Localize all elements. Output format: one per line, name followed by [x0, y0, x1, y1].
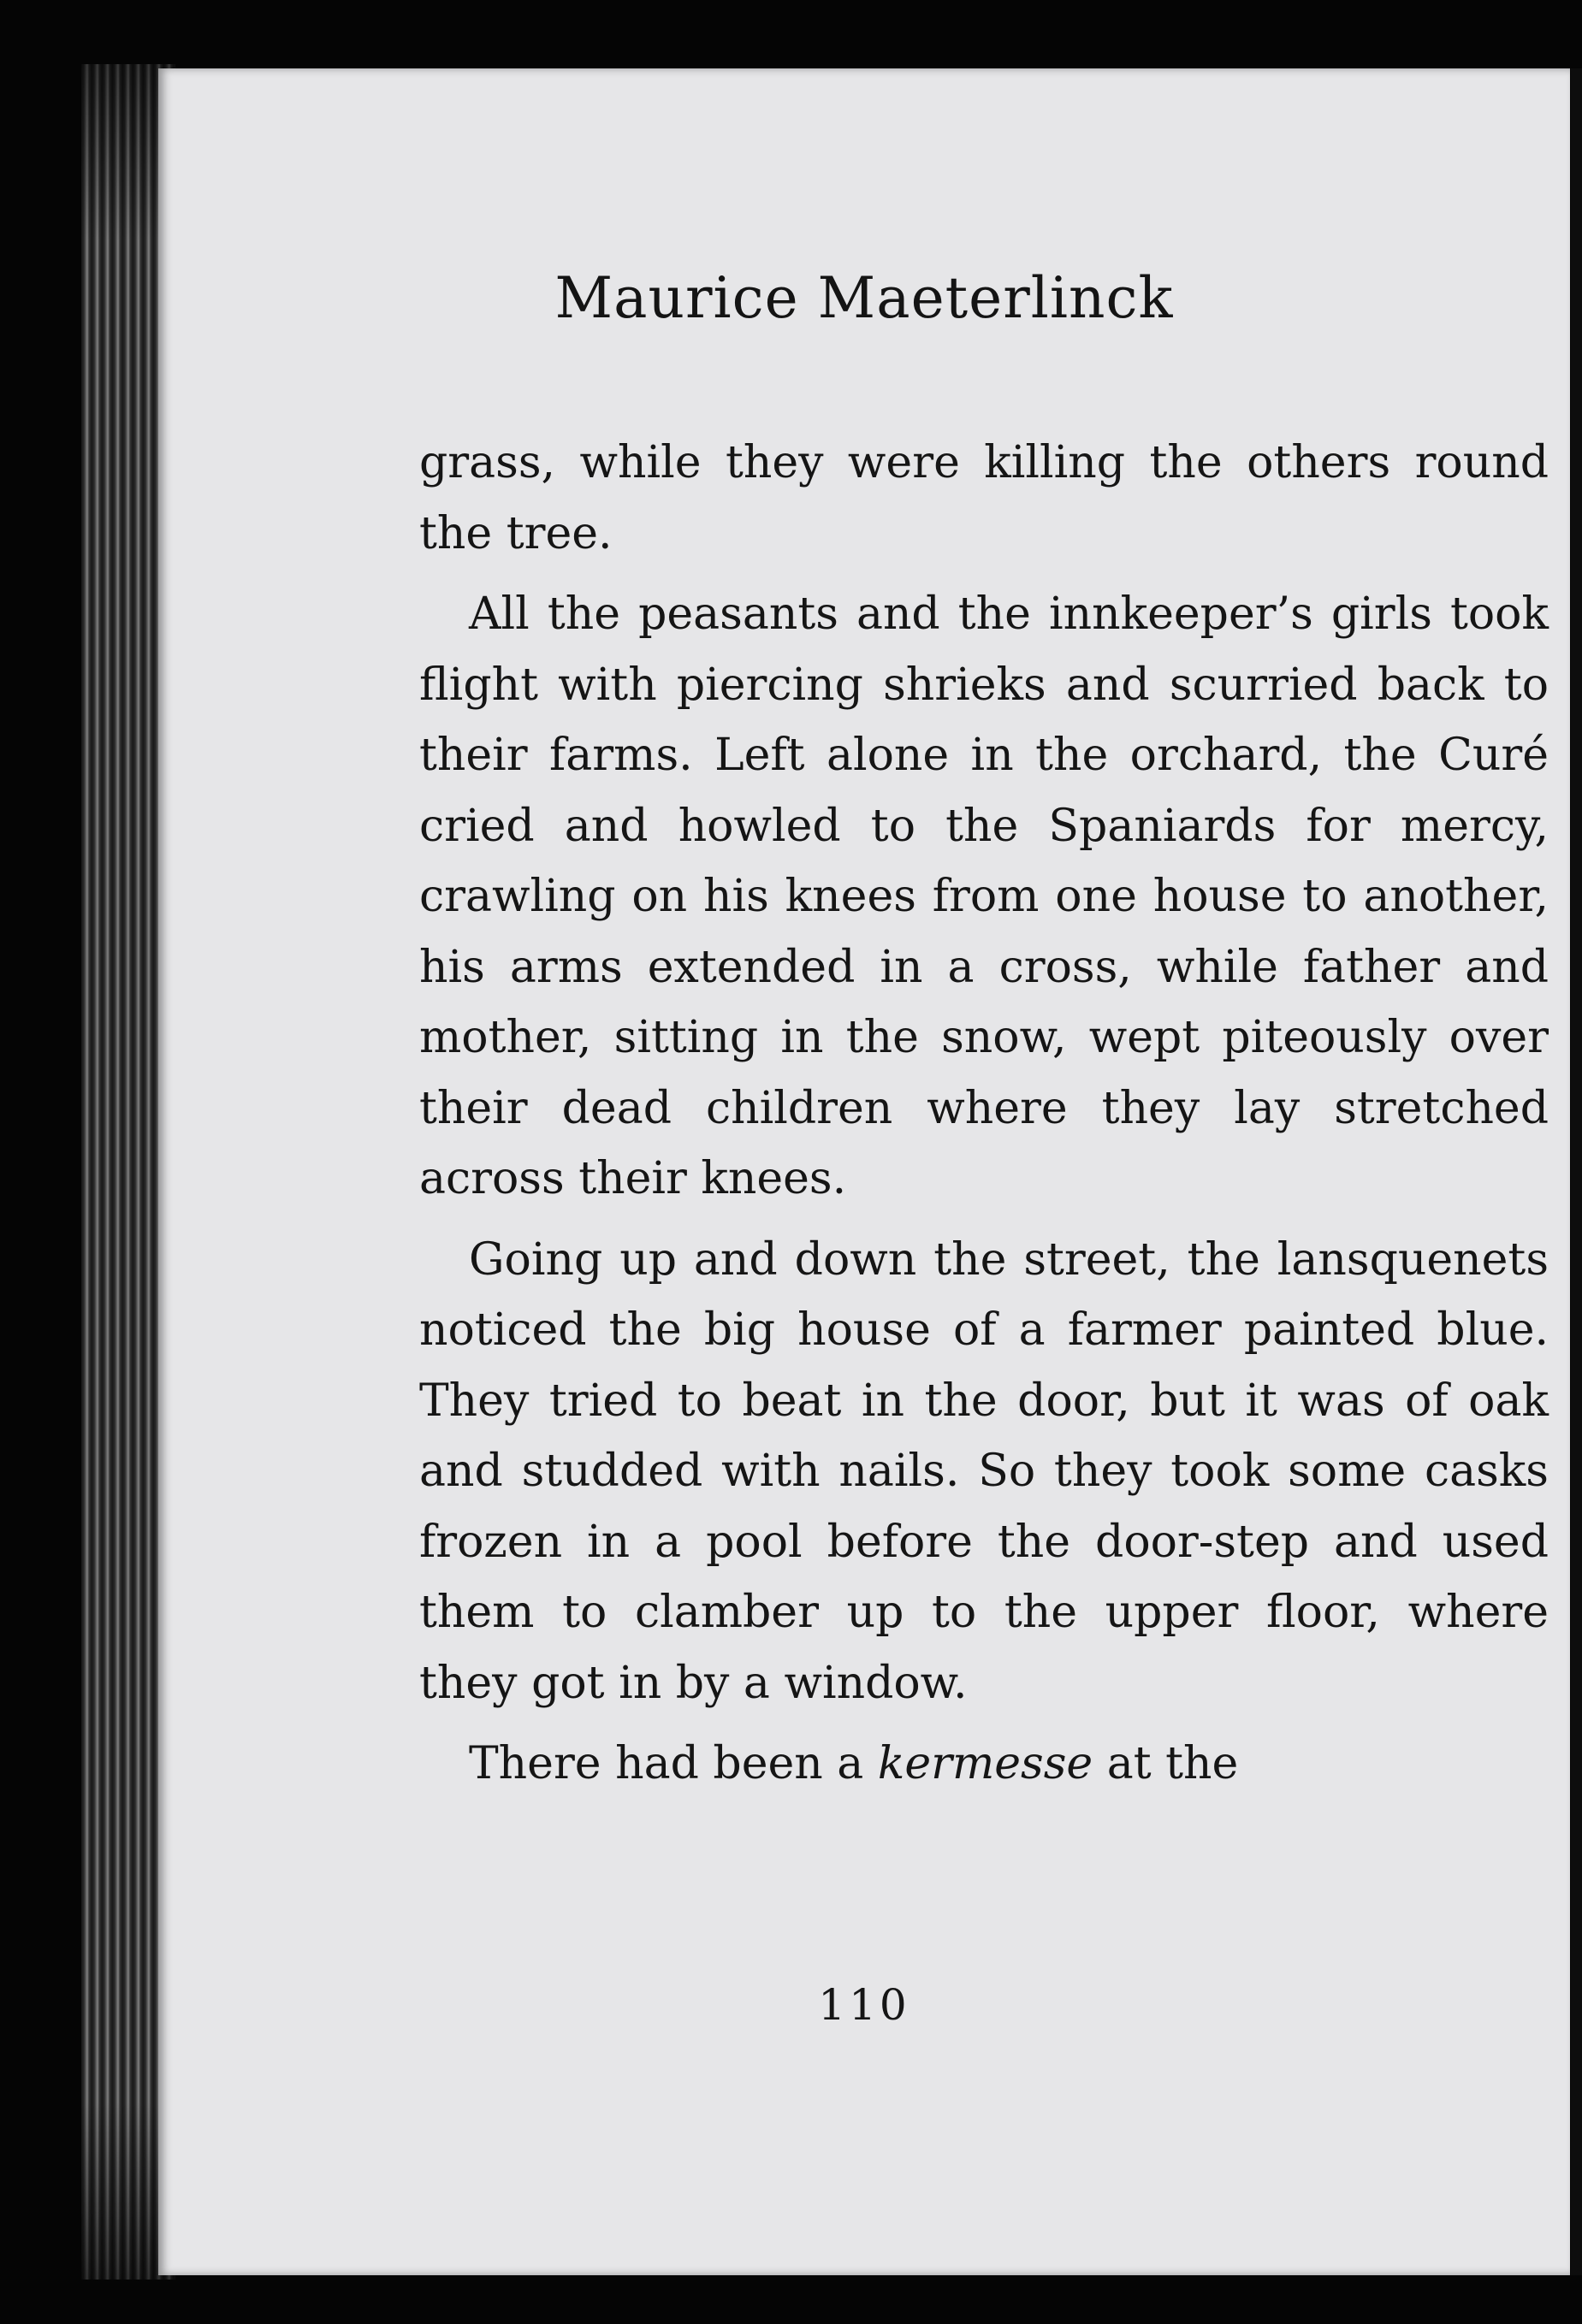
text-run: grass, while they were killing the others round the tree. — [419, 437, 1549, 559]
book-page — [158, 68, 1570, 2275]
text-run: All the peasants and the innkeeper’s girls took flight with piercing shrieks and scurried back to their farms. Left alone in the orchard, the Curé cried and howled to the Spaniards for mercy, crawling on his knees from one house to another, his arms extended in a cross, while father and mother, sitting in the snow, wept piteously over their dead children where they lay stretched across their knees. — [419, 588, 1549, 1204]
text-run: Going up and down the street, the lansquenets noticed the big house of a farmer painted blue. They tried to beat in the door, but it was of oak and studded with nails. So they took some casks frozen in a pool before the door-step and used them to clamber up to the upper floor, where they got in by a window. — [419, 1233, 1549, 1709]
paragraph — [419, 579, 1549, 1215]
text-run: There had been a — [469, 1738, 878, 1789]
page-rim — [1571, 68, 1582, 2275]
text-run: at the — [1093, 1738, 1239, 1789]
paragraph — [419, 1729, 1549, 1800]
running-head: Maurice Maeterlinck — [554, 265, 1174, 331]
paragraph — [419, 1225, 1549, 1719]
body-text — [419, 428, 1549, 1800]
italic-term: kermesse — [877, 1738, 1093, 1789]
paragraph — [419, 428, 1549, 569]
page-number: 110 — [818, 1980, 910, 2030]
